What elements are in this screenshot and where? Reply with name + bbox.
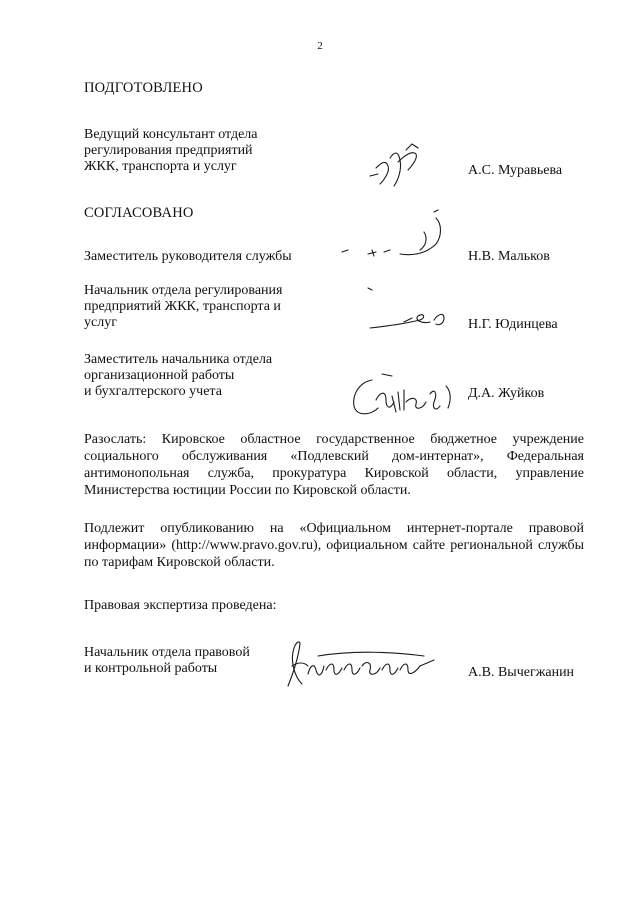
signature-zhuykov [346,372,462,422]
signer-name-zhuykov: Д.А. Жуйков [468,386,545,401]
signature-yudintseva [364,278,464,338]
signer-role-malkov: Заместитель руководителя службы [84,249,292,264]
signer-name-yudintseva: Н.Г. Юдинцева [468,317,558,332]
signature-malkov [338,210,458,266]
prepared-role: Ведущий консультант отдела регулирования предприятий ЖКК, транспорта и услуг [84,127,258,174]
agreed-heading: СОГЛАСОВАНО [84,205,194,221]
publication-paragraph: Подлежит опубликованию на «Официальном интернет-портале правовой информации» (http://www.pravo.gov.ru), официальном сайте региональной службы по тарифам Кировской области. [84,521,584,570]
signer-role-yudintseva: Начальник отдела регулирования предприятий ЖКК, транспорта и услуг [84,283,283,330]
legal-review-role: Начальник отдела правовой и контрольной работы [84,645,250,676]
distribution-paragraph: Разослать: Кировское областное государственное бюджетное учреждение социального обслуживания «Подлевский дом-интернат», Федеральная антимонопольная служба, прокуратура Кировской области, управление Министерства юстиции России по Кировской области. [84,432,584,498]
page-number: 2 [317,40,323,52]
legal-review-name: А.В. Вычегжанин [468,665,575,680]
prepared-heading: ПОДГОТОВЛЕНО [84,80,203,96]
signature-muravyeva [368,140,448,190]
signature-vychegzhanin [274,636,444,694]
prepared-name: А.С. Муравьева [468,163,563,178]
signer-name-malkov: Н.В. Мальков [468,249,550,264]
legal-review-label: Правовая экспертиза проведена: [84,598,277,613]
signer-role-zhuykov: Заместитель начальника отдела организационной работы и бухгалтерского учета [84,352,273,399]
